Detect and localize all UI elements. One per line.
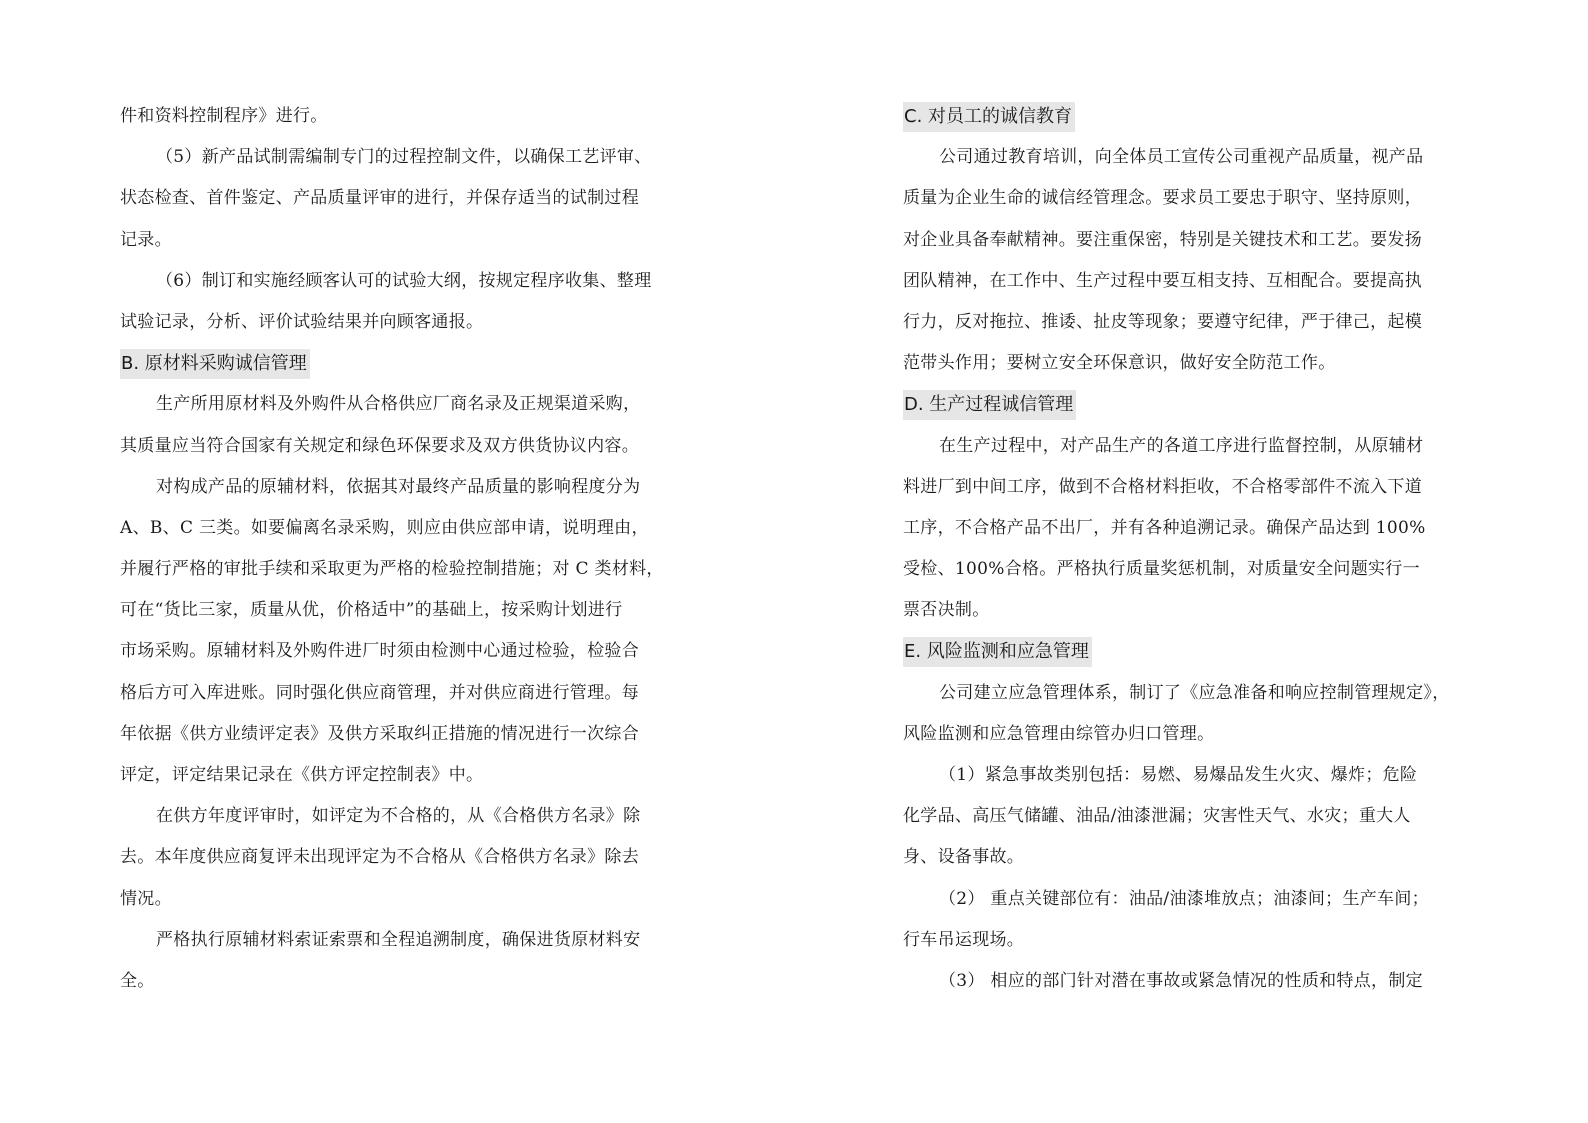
section-heading-text: E. 风险监测和应急管理 bbox=[903, 637, 1092, 667]
text-line: 全。 bbox=[120, 970, 155, 991]
text-line: 去。本年度供应商复评未出现评定为不合格从《合格供方名录》除去 bbox=[120, 847, 639, 868]
text-line: 票否决制。 bbox=[903, 600, 990, 621]
text-line: 身、设备事故。 bbox=[903, 847, 1025, 868]
right-column bbox=[903, 96, 1458, 1002]
section-heading bbox=[903, 96, 1458, 137]
text-line: 并履行严格的审批手续和采取更为严格的检验控制措施；对 C 类材料， bbox=[120, 559, 664, 580]
text-line: 格后方可入库进账。同时强化供应商管理，并对供应商进行管理。每 bbox=[120, 682, 639, 703]
text-line: 年依据《供方业绩评定表》及供方采取纠正措施的情况进行一次综合 bbox=[120, 723, 639, 744]
text-line: 生产所用原材料及外购件从合格供应厂商名录及正规渠道采购， bbox=[156, 394, 641, 415]
text-line: （2） 重点关键部位有：油品/油漆堆放点；油漆间；生产车间； bbox=[939, 888, 1429, 909]
text-line: 公司通过教育培训，向全体员工宣传公司重视产品质量，视产品 bbox=[939, 147, 1424, 168]
section-heading-text: D. 生产过程诚信管理 bbox=[903, 390, 1076, 420]
section-heading bbox=[120, 343, 675, 384]
text-line: 在供方年度评审时，如评定为不合格的，从《合格供方名录》除 bbox=[156, 806, 641, 827]
text-line: 对企业具备奉献精神。要注重保密，特别是关键技术和工艺。要发扬 bbox=[903, 229, 1422, 250]
left-column bbox=[120, 96, 675, 1002]
text-line: 严格执行原辅材料索证索票和全程追溯制度，确保进货原材料安 bbox=[156, 929, 641, 950]
text-line: （6）制订和实施经顾客认可的试验大纲，按规定程序收集、整理 bbox=[156, 270, 652, 291]
text-line: 试验记录，分析、评价试验结果并向顾客通报。 bbox=[120, 311, 484, 332]
text-line: 件和资料控制程序》进行。 bbox=[120, 106, 328, 126]
section-heading bbox=[903, 631, 1458, 672]
section-heading-text: B. 原材料采购诚信管理 bbox=[120, 349, 310, 379]
text-line: 行力，反对拖拉、推诿、扯皮等现象；要遵守纪律，严于律己，起模 bbox=[903, 311, 1422, 332]
text-line: （5）新产品试制需编制专门的过程控制文件，以确保工艺评审、 bbox=[156, 147, 652, 168]
text-line: 行车吊运现场。 bbox=[903, 929, 1025, 950]
text-line: 团队精神，在工作中、生产过程中要互相支持、互相配合。要提高执 bbox=[903, 270, 1422, 291]
text-line: 公司建立应急管理体系，制订了《应急准备和响应控制管理规定》， bbox=[939, 682, 1450, 703]
text-line: 范带头作用；要树立安全环保意识，做好安全防范工作。 bbox=[903, 353, 1336, 374]
text-line: 情况。 bbox=[120, 888, 172, 909]
text-line: 风险监测和应急管理由综管办归口管理。 bbox=[903, 723, 1215, 744]
text-line: 工序，不合格产品不出厂，并有各种追溯记录。确保产品达到 100% bbox=[903, 517, 1426, 538]
text-line: （3） 相应的部门针对潜在事故或紧急情况的性质和特点，制定 bbox=[939, 970, 1423, 991]
text-line: 其质量应当符合国家有关规定和绿色环保要求及双方供货协议内容。 bbox=[120, 435, 639, 456]
text-line: 受检、100%合格。严格执行质量奖惩机制，对质量安全问题实行一 bbox=[903, 559, 1420, 580]
text-line: 料进厂到中间工序，做到不合格材料拒收，不合格零部件不流入下道 bbox=[903, 476, 1422, 497]
text-line: 记录。 bbox=[120, 229, 172, 250]
text-line: 在生产过程中，对产品生产的各道工序进行监督控制，从原辅材 bbox=[939, 435, 1424, 456]
text-line: 对构成产品的原辅材料，依据其对最终产品质量的影响程度分为 bbox=[156, 476, 641, 497]
section-heading bbox=[903, 384, 1458, 425]
text-line: （1）紧急事故类别包括：易燃、易爆品发生火灾、爆炸；危险 bbox=[939, 765, 1418, 785]
text-line: 市场采购。原辅材料及外购件进厂时须由检测中心通过检验，检验合 bbox=[120, 641, 639, 662]
text-line: A、B、C 三类。如要偏离名录采购，则应由供应部申请，说明理由， bbox=[120, 517, 649, 538]
section-heading-text: C. 对员工的诚信教育 bbox=[903, 102, 1075, 132]
text-line: 化学品、高压气储罐、油品/油漆泄漏；灾害性天气、水灾；重大人 bbox=[903, 806, 1411, 827]
text-line: 状态检查、首件鉴定、产品质量评审的进行，并保存适当的试制过程 bbox=[120, 188, 639, 209]
text-line: 质量为企业生命的诚信经管理念。要求员工要忠于职守、坚持原则， bbox=[903, 188, 1422, 209]
text-line: 评定，评定结果记录在《供方评定控制表》中。 bbox=[120, 765, 484, 785]
text-line: 可在“货比三家，质量从优，价格适中”的基础上，按采购计划进行 bbox=[120, 600, 623, 621]
